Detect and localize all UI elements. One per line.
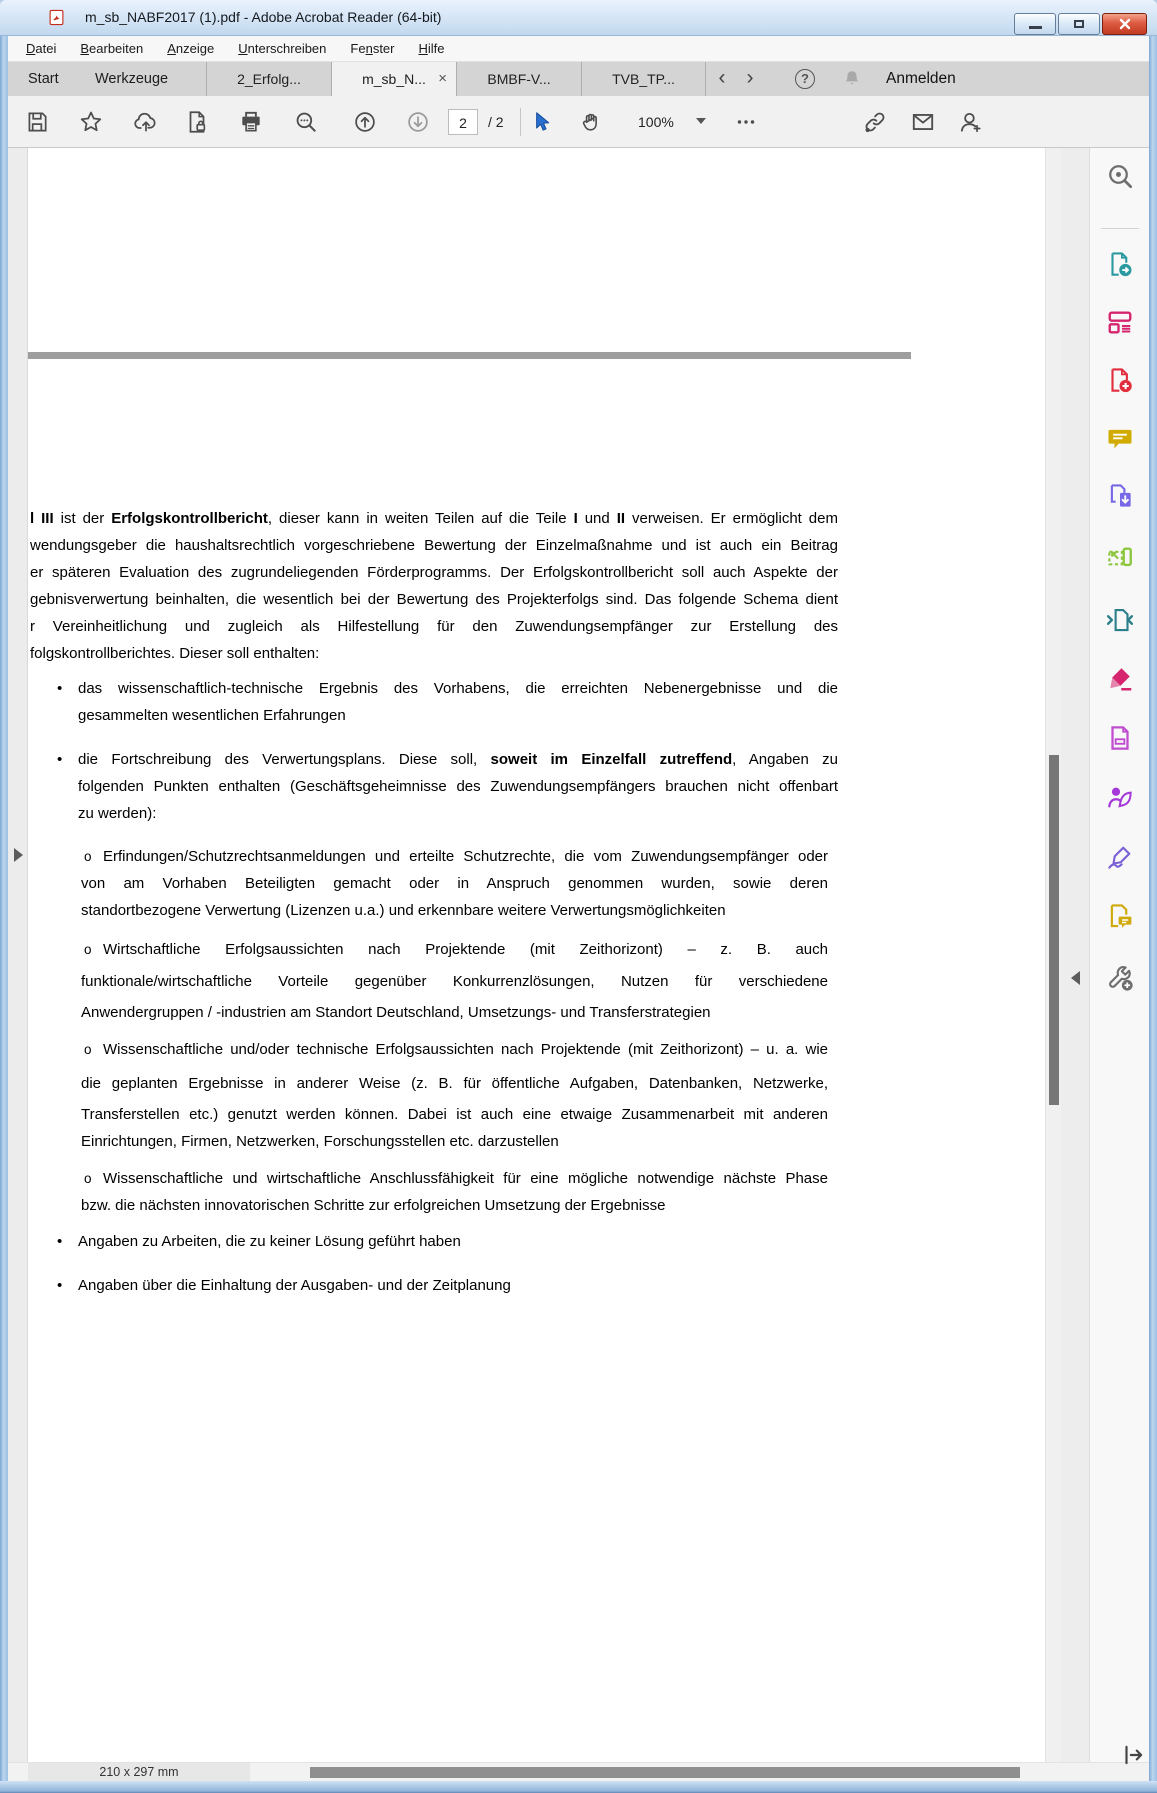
save-button[interactable]	[20, 105, 54, 139]
tab-label: 2_Erfolg...	[237, 71, 301, 87]
bullet-marker: •	[57, 1233, 63, 1250]
search-button[interactable]	[289, 105, 323, 139]
document-line: • das wissenschaftlich-technische Ergebnis des Vorhabens, die erreichten Nebenergebnisse und die	[30, 675, 838, 702]
create-pdf-tool[interactable]	[1104, 364, 1136, 396]
search-tools-icon	[1105, 161, 1135, 191]
document-area	[8, 148, 1149, 1762]
close-button[interactable]	[1102, 13, 1147, 35]
hand-tool-icon	[579, 109, 605, 135]
menu-bar	[8, 36, 1149, 62]
tab-werkzeuge[interactable]: Werkzeuge	[95, 71, 169, 87]
email-icon	[910, 109, 936, 135]
select-tool-icon	[528, 109, 554, 135]
document-line: zu werden):	[78, 805, 157, 822]
cloud-upload-button[interactable]	[129, 105, 163, 139]
toolbar-separator	[520, 108, 521, 136]
toolbar	[8, 96, 1149, 148]
status-bar	[8, 1762, 1149, 1781]
window-border-right	[1149, 36, 1157, 1781]
tab-2-erfolg[interactable]	[206, 62, 331, 96]
menu-item-datei[interactable]: Datei	[26, 41, 57, 56]
organize-pages-icon	[1105, 543, 1135, 573]
left-panel-strip[interactable]	[8, 148, 28, 1762]
send-for-comments-icon	[1105, 901, 1135, 931]
expand-left-panel-icon[interactable]	[14, 848, 23, 862]
request-signatures-icon	[1105, 782, 1135, 812]
sub-bullet-marker: o	[84, 1042, 92, 1057]
document-line: wendungsgeber die haushaltsrechtlich vorgeschriebene Bewertung der Einzelmaßnahme und ist auch ein Beitrag	[30, 537, 838, 554]
sub-bullet-marker: o	[84, 942, 92, 957]
close-icon	[1118, 18, 1132, 30]
combine-files-icon	[1105, 481, 1135, 511]
document-line: o Erfindungen/Schutzrechtsanmeldungen und erteilte Schutzrechte, die vom Zuwendungsempfänger oder	[30, 843, 838, 870]
title-bar	[0, 0, 1157, 36]
next-tab-button[interactable]	[740, 62, 760, 96]
comment-icon	[1105, 423, 1135, 453]
page-size-label: 210 x 297 mm	[28, 1763, 250, 1782]
document-line: folgenden Punkten enthalten (Geschäftsgeheimnisse des Zuwendungsempfängers brauchen nicht offenbart	[78, 778, 838, 795]
window-controls	[1012, 13, 1147, 35]
page-total-label: / 2	[488, 114, 504, 130]
print-icon	[238, 109, 264, 135]
tab-bar	[8, 62, 1149, 96]
previous-tab-button[interactable]	[712, 62, 732, 96]
pdf-file-icon	[48, 9, 65, 27]
window-title: m_sb_NABF2017 (1).pdf - Adobe Acrobat Reader (64-bit)	[85, 9, 442, 25]
document-line: • die Fortschreibung des Verwertungsplans. Diese soll, soweit im Einzelfall zutreffend, Angaben zu	[30, 746, 838, 773]
document-line: o Wissenschaftliche und wirtschaftliche Anschlussfähigkeit für eine mögliche notwendige nächste Phase	[30, 1165, 838, 1192]
star-button[interactable]	[74, 105, 108, 139]
document-line: • Angaben über die Einhaltung der Ausgaben- und der Zeitplanung	[30, 1272, 838, 1299]
expand-pane-icon	[1120, 1742, 1146, 1768]
request-signatures-tool[interactable]	[1104, 781, 1136, 813]
minimize-button[interactable]	[1014, 13, 1056, 35]
document-line: r Vereinheitlichung und zugleich als Hilfestellung für den Zuwendungsempfänger zur Erstellung des	[30, 618, 838, 635]
page-down-icon	[405, 109, 431, 135]
tab-tvb-tp[interactable]	[581, 62, 706, 96]
send-for-comments-tool[interactable]	[1104, 900, 1136, 932]
vertical-scrollbar[interactable]	[1045, 148, 1061, 1762]
tab-m-sb-n[interactable]	[331, 62, 456, 96]
document-line: Transferstellen etc.) genutzt werden können. Dabei ist auch eine etwaige Zusammenarbeit mit anderen	[81, 1106, 828, 1123]
edit-pdf-tool[interactable]	[1104, 306, 1136, 338]
tab-label: BMBF-V...	[487, 71, 551, 87]
document-line: standortbezogene Verwertung (Lizenzen u.a.) und erkennbare weitere Verwertungsmöglichkeiten	[81, 902, 726, 919]
sign-in-button[interactable]: Anmelden	[886, 70, 956, 87]
chevron-left-icon: ‹	[718, 66, 726, 89]
help-button[interactable]	[795, 69, 815, 89]
panel-divider	[1101, 228, 1139, 229]
document-line: folgskontrollberichtes. Dieser soll enthalten:	[30, 645, 320, 662]
ellipsis-icon	[733, 109, 759, 135]
bullet-marker: •	[57, 1277, 63, 1294]
redact-icon	[1105, 663, 1135, 693]
notifications-button[interactable]	[841, 68, 863, 90]
redact-tool[interactable]	[1104, 662, 1136, 694]
document-line: bzw. die nächsten innovatorischen Schritte zur erfolgreichen Umsetzung der Ergebnisse	[81, 1197, 666, 1214]
page-number-input[interactable]: 2	[448, 109, 478, 135]
menu-item-hilfe[interactable]: Hilfe	[418, 41, 445, 56]
star-icon	[78, 109, 104, 135]
maximize-icon	[1074, 20, 1084, 28]
minimize-icon	[1029, 26, 1042, 29]
collapse-tools-panel-icon[interactable]	[1071, 971, 1080, 985]
ellipsis-button[interactable]	[729, 105, 763, 139]
window-border-left	[0, 36, 8, 1781]
create-pdf-icon	[1105, 365, 1135, 395]
bullet-marker: •	[57, 751, 63, 768]
comment-tool[interactable]	[1104, 422, 1136, 454]
organize-pages-tool[interactable]	[1104, 542, 1136, 574]
window-border-bottom	[0, 1781, 1157, 1793]
file-lock-icon	[184, 109, 210, 135]
menu-item-bearbeiten[interactable]: Bearbeiten	[80, 41, 144, 56]
document-line: l III ist der Erfolgskontrollbericht, dieser kann in weiten Teilen auf die Teile I und II verweisen. Er ermöglicht dem	[30, 510, 838, 527]
maximize-button[interactable]	[1058, 13, 1100, 35]
chevron-right-icon: ›	[746, 66, 754, 89]
document-tabs	[206, 62, 706, 96]
hand-tool-button[interactable]	[575, 105, 609, 139]
cloud-upload-icon	[133, 109, 159, 135]
prepare-form-tool[interactable]	[1104, 722, 1136, 754]
search-tools-tool[interactable]	[1104, 160, 1136, 192]
file-lock-button[interactable]	[180, 105, 214, 139]
page-boundary-divider	[28, 352, 911, 359]
share-link-button[interactable]	[858, 105, 892, 139]
document-line: Einrichtungen, Firmen, Netzwerken, Forschungsstellen etc. darzustellen	[81, 1133, 559, 1150]
prepare-form-icon	[1105, 723, 1135, 753]
expand-pane-button[interactable]	[1120, 1742, 1146, 1768]
notification-bell-icon	[841, 68, 863, 90]
document-line: die geplanten Ergebnisse in anderer Weise (z. B. für öffentliche Aufgaben, Datenbanken, Netzwerke,	[81, 1075, 828, 1092]
fill-sign-tool[interactable]	[1104, 841, 1136, 873]
page-up-icon	[352, 109, 378, 135]
vertical-scrollbar-thumb[interactable]	[1049, 755, 1059, 1105]
save-icon	[24, 109, 50, 135]
document-line: o Wissenschaftliche und/oder technische Erfolgsaussichten nach Projektende (mit Zeithorizont) – u. a. wie	[30, 1036, 838, 1063]
select-tool-button[interactable]	[524, 105, 558, 139]
tab-label: TVB_TP...	[612, 71, 675, 87]
pdf-page-text	[30, 505, 838, 1299]
search-icon	[293, 109, 319, 135]
combine-files-tool[interactable]	[1104, 480, 1136, 512]
print-button[interactable]	[234, 105, 268, 139]
profile-add-button[interactable]	[953, 105, 987, 139]
profile-add-icon	[957, 109, 983, 135]
document-line: • Angaben zu Arbeiten, die zu keiner Lösung geführt haben	[30, 1228, 838, 1255]
menu-item-anzeige[interactable]: Anzeige	[167, 41, 215, 56]
compress-pdf-tool[interactable]	[1104, 604, 1136, 636]
zoom-dropdown-caret-icon[interactable]	[696, 118, 706, 124]
tab-start[interactable]: Start	[28, 71, 59, 87]
tools-panel	[1089, 148, 1149, 1762]
zoom-level-value[interactable]: 100%	[638, 114, 674, 130]
close-tab-icon[interactable]: ×	[438, 70, 447, 87]
document-line: gesammelten wesentlichen Erfahrungen	[78, 707, 346, 724]
document-line: von am Vorhaben Beteiligten gemacht oder in Anspruch genommen wurden, sowie deren	[81, 875, 828, 892]
horizontal-scrollbar-thumb[interactable]	[310, 1767, 1020, 1778]
share-link-icon	[862, 109, 888, 135]
more-tools-tool[interactable]	[1104, 962, 1136, 994]
compress-pdf-icon	[1105, 605, 1135, 635]
export-pdf-tool[interactable]	[1104, 248, 1136, 280]
tools-panel-edge	[1061, 148, 1089, 1762]
question-icon: ?	[801, 71, 809, 86]
fill-sign-icon	[1105, 842, 1135, 872]
sub-bullet-marker: o	[84, 849, 92, 864]
menu-item-fenster[interactable]: Fenster	[350, 41, 395, 56]
email-button[interactable]	[906, 105, 940, 139]
export-pdf-icon	[1105, 249, 1135, 279]
bullet-marker: •	[57, 680, 63, 697]
edit-pdf-icon	[1105, 307, 1135, 337]
page-up-button[interactable]	[348, 105, 382, 139]
document-line: o Wirtschaftliche Erfolgsaussichten nach Projektende (mit Zeithorizont) – z. B. auch	[30, 936, 838, 963]
more-tools-icon	[1105, 963, 1135, 993]
tab-bmbf-v[interactable]	[456, 62, 581, 96]
document-line: Anwendergruppen / -industrien am Standort Deutschland, Umsetzungs- und Transferstrategien	[81, 1004, 711, 1021]
document-line: gebnisverwertung beinhalten, die wesentlich bei der Bewertung des Projekterfolgs sind. Das folgende Schema dient	[30, 591, 838, 608]
document-line: funktionale/wirtschaftliche Vorteile gegenüber Konkurrenzlösungen, Nutzen für verschiedene	[81, 973, 828, 990]
tab-label: m_sb_N...	[362, 71, 426, 87]
page-down-button[interactable]	[401, 105, 435, 139]
document-line: er späteren Evaluation des zugrundeliegenden Förderprogramms. Der Erfolgskontrollbericht soll auch Aspekte der	[30, 564, 838, 581]
menu-item-unterschreiben[interactable]: Unterschreiben	[238, 41, 327, 56]
sub-bullet-marker: o	[84, 1171, 92, 1186]
